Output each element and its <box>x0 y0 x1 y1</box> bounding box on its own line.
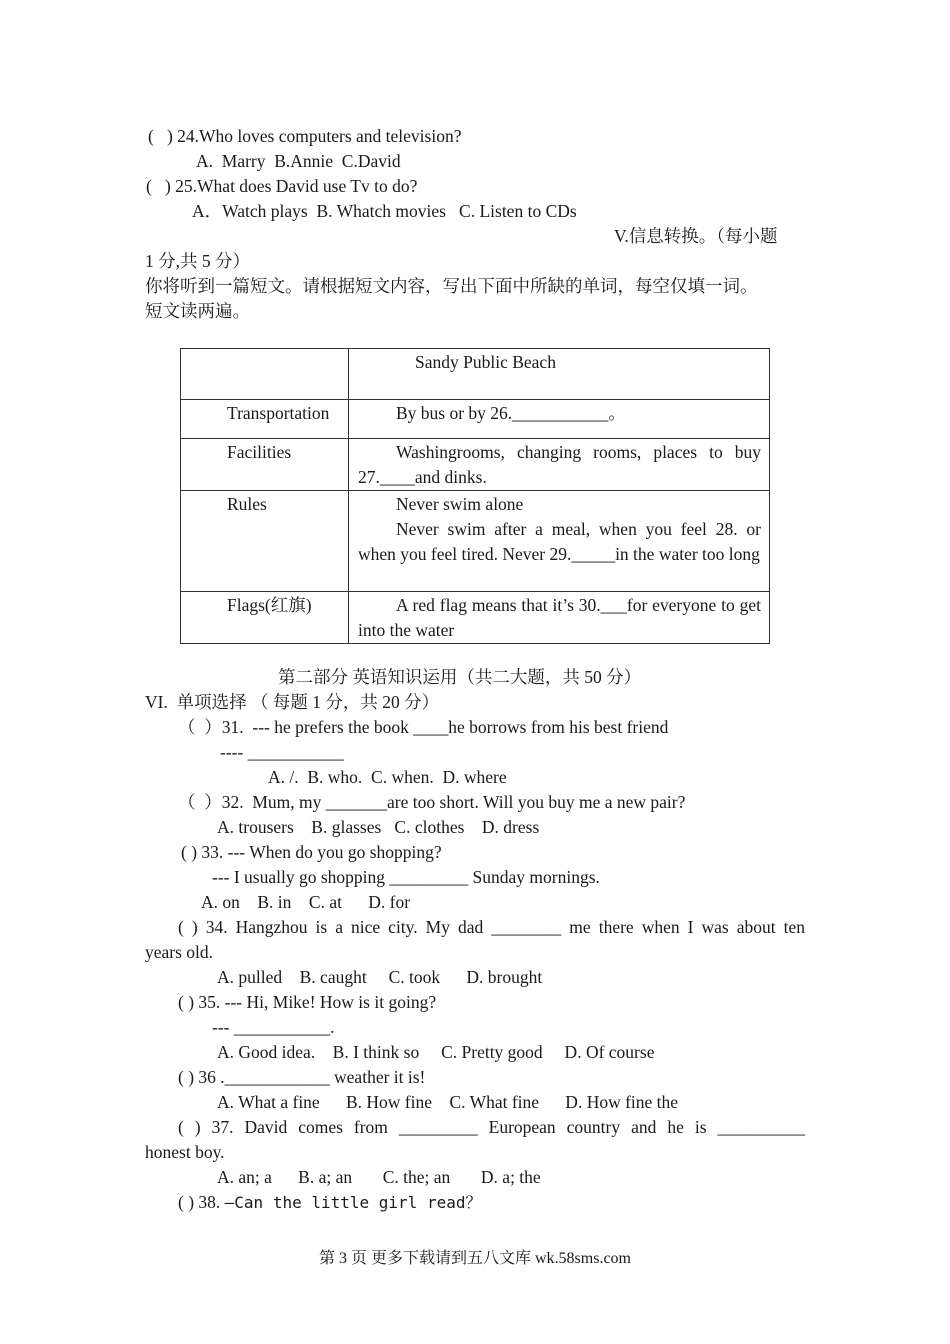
table-header-empty <box>181 349 349 400</box>
section5-title-cont: 1 分,共 5 分） <box>145 251 250 271</box>
q38-stem <box>178 1190 481 1215</box>
q31-blank: ---- ___________ <box>220 742 344 762</box>
row-label: Rules <box>227 494 267 514</box>
q24-options: A. Marry B.Annie C.David <box>196 151 401 171</box>
q36-stem: ( ) 36 .____________ weather it is! <box>178 1067 426 1087</box>
row-content: A red flag means that it’s 30.___for everyone to get into the water <box>358 595 761 640</box>
q32-stem: （ ）32. Mum, my _______are too short. Will you buy me a new pair? <box>178 792 686 812</box>
row-label: Transportation <box>227 403 330 423</box>
section5-title: V.信息转换。（每小题 <box>614 226 778 246</box>
q31-stem: （ ）31. --- he prefers the book ____he borrows from his best friend <box>178 717 669 737</box>
q34-stem: ( ) 34. Hangzhou is a nice city. My dad ________ me there when I was about ten <box>178 917 805 937</box>
q37-stem: ( ) 37. David comes from _________ European country and he is __________ <box>178 1117 805 1137</box>
q33-reply: --- I usually go shopping _________ Sunday mornings. <box>212 867 600 887</box>
q38-text: —Can the little girl read？ <box>224 1193 482 1212</box>
table-row <box>181 491 770 592</box>
part2-heading: 第二部分 英语知识运用（共二大题，共 50 分） <box>278 667 642 687</box>
section6-heading: VI. 单项选择 （ 每题 1 分，共 20 分） <box>145 692 440 712</box>
q34-cont: years old. <box>145 942 214 962</box>
q35-stem: ( ) 35. --- Hi, Mike! How is it going? <box>178 992 437 1012</box>
table-row <box>181 439 770 491</box>
section5-instruction: 你将听到一篇短文。请根据短文内容，写出下面中所缺的单词，每空仅填一词。 <box>145 276 758 296</box>
info-table <box>180 348 770 644</box>
table-row <box>181 400 770 439</box>
row-content: By bus or by 26.___________。 <box>396 403 626 423</box>
q32-options: A. trousers B. glasses C. clothes D. dress <box>217 817 540 837</box>
table-title: Sandy Public Beach <box>415 352 556 372</box>
q35-reply: --- ___________. <box>212 1017 335 1037</box>
q33-stem: ( ) 33. --- When do you go shopping? <box>181 842 442 862</box>
row-content: Never swim after a meal, when you feel 28. or when you feel tired. Never 29._____in the water too long <box>358 519 761 564</box>
row-content: Washingrooms, changing rooms, places to buy 27.____and dinks. <box>358 442 761 487</box>
q37-options: A. an; a B. a; an C. the; an D. a; the <box>217 1167 541 1187</box>
q25-options: A．Watch plays B. Whatch movies C. Listen to CDs <box>192 201 577 221</box>
q37-cont: honest boy. <box>145 1142 225 1162</box>
q31-options: A. /. B. who. C. when. D. where <box>268 767 507 787</box>
q25-stem: ( ) 25.What does David use Tv to do? <box>146 176 418 196</box>
q24-stem: ( ) 24.Who loves computers and television? <box>148 126 462 146</box>
row-content: Never swim alone <box>396 494 524 514</box>
q36-options: A. What a fine B. How fine C. What fine D. How fine the <box>217 1092 679 1112</box>
q38-prefix: ( ) 38. <box>178 1192 225 1212</box>
q34-options: A. pulled B. caught C. took D. brought <box>217 967 543 987</box>
row-label: Flags(红旗) <box>227 595 312 615</box>
q35-options: A. Good idea. B. I think so C. Pretty good D. Of course <box>217 1042 655 1062</box>
table-row <box>181 592 770 644</box>
row-label: Facilities <box>227 442 292 462</box>
q33-options: A. on B. in C. at D. for <box>201 892 411 912</box>
section5-instruction-cont: 短文读两遍。 <box>145 301 250 321</box>
page-footer: 第 3 页 更多下载请到五八文库 wk.58sms.com <box>318 1250 631 1267</box>
